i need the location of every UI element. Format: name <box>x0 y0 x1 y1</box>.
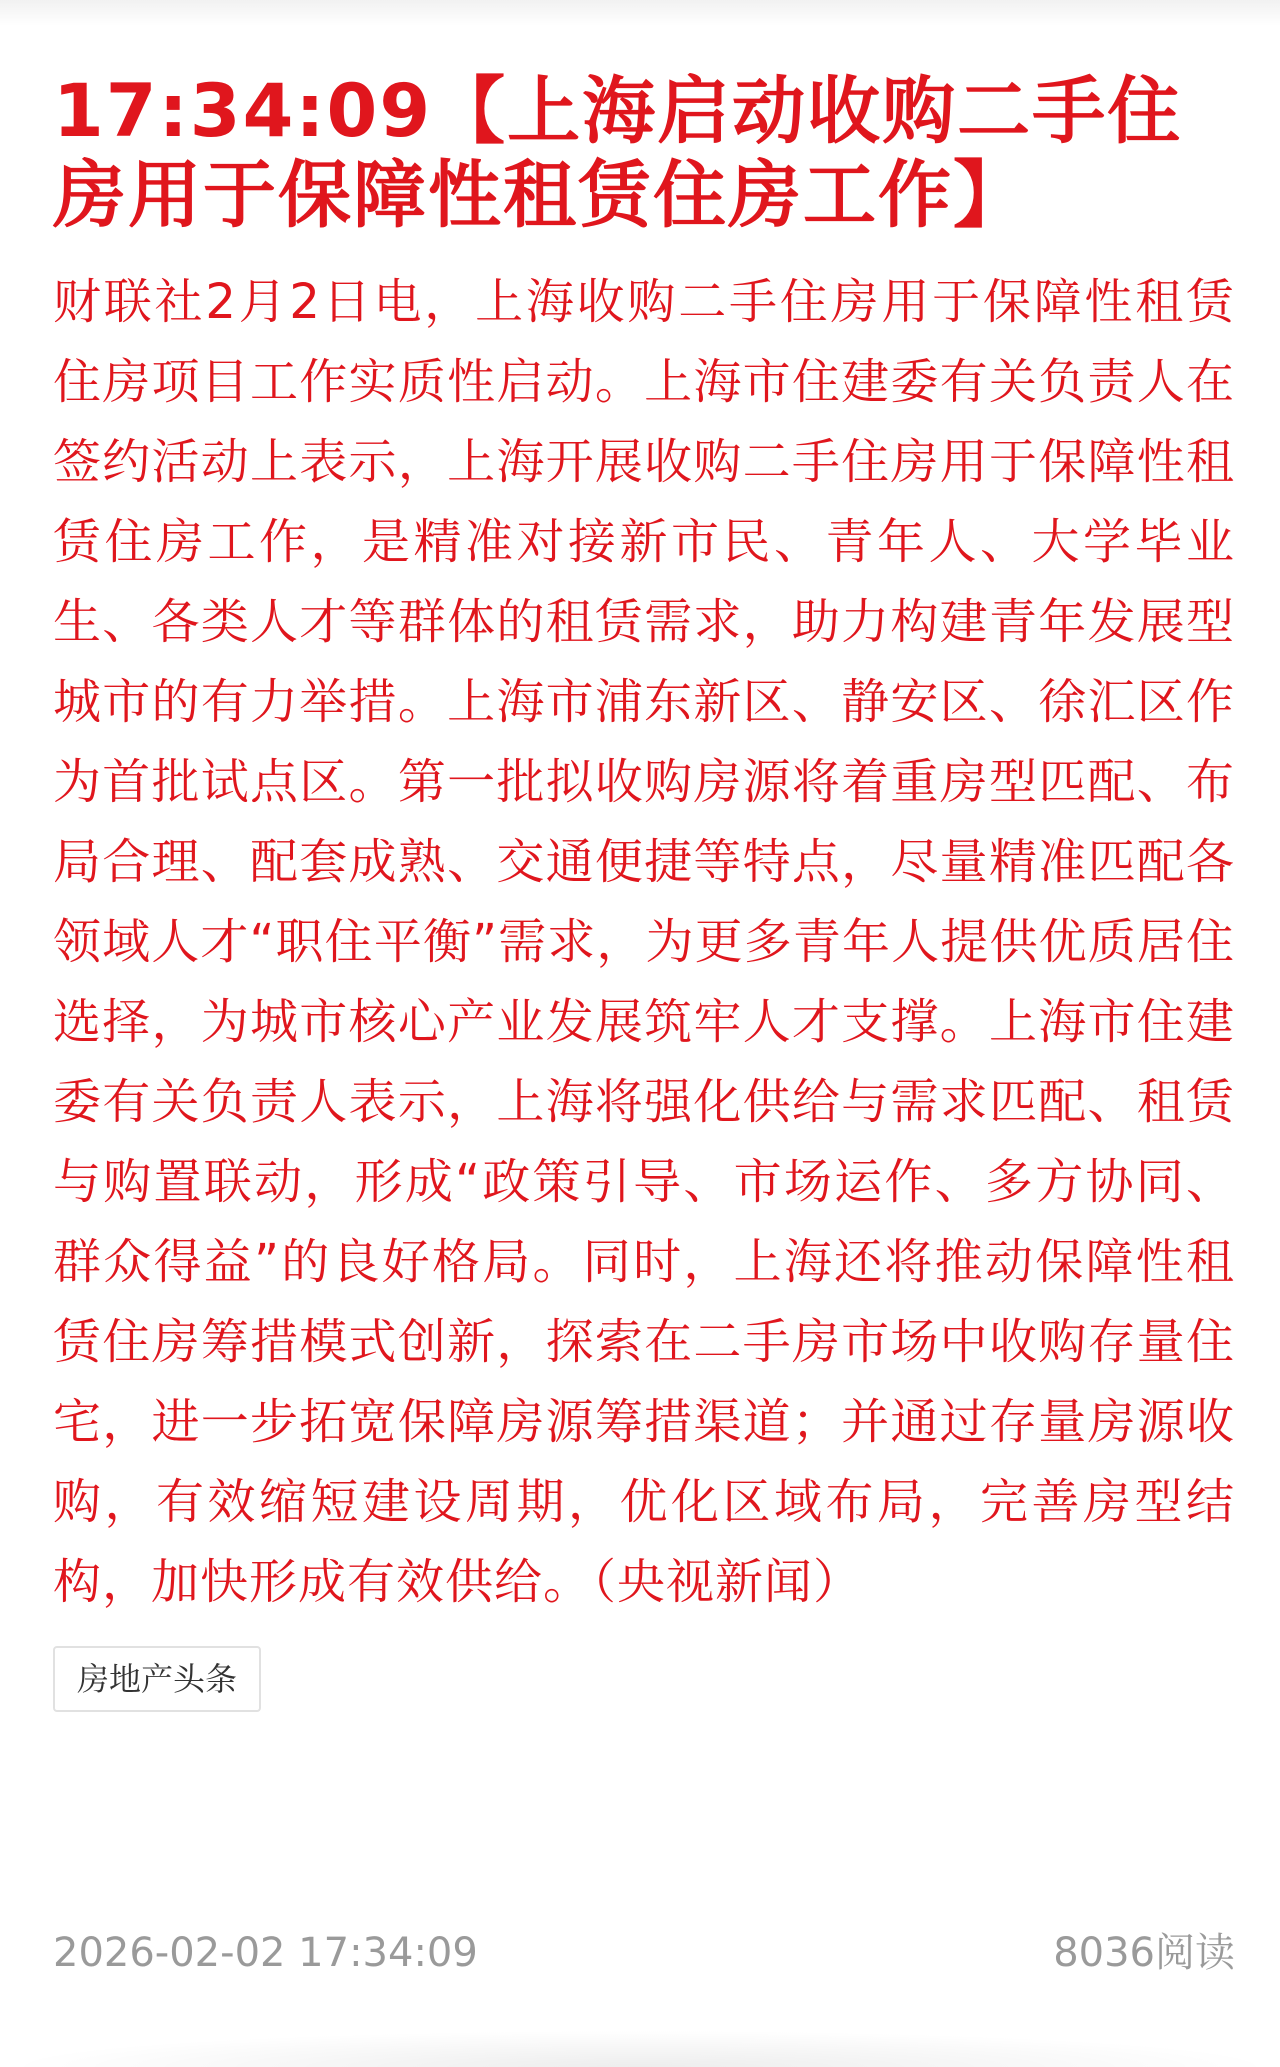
article-title: 17:34:09【上海启动收购二手住房用于保障性租赁住房工作】 <box>53 69 1183 238</box>
top-edge <box>0 0 1280 26</box>
article-meta <box>53 1928 1235 1978</box>
read-count: 8036阅读 <box>1053 1930 1235 1976</box>
topic-tag[interactable]: 房地产头条 <box>53 1646 261 1712</box>
tag-row <box>53 1646 1235 1712</box>
bottom-shadow <box>0 2030 1280 2067</box>
article-body: 财联社2月2日电，上海收购二手住房用于保障性租赁住房项目工作实质性启动。上海市住建委有关负责人在签约活动上表示，上海开展收购二手住房用于保障性租赁住房工作，是精准对接新市民、青年人、大学毕业生、各类人才等群体的租赁需求，助力构建青年发展型城市的有力举措。上海市浦东新区、静安区、徐汇区作为首批试点区。第一批拟收购房源将着重房型匹配、布局合理、配套成熟、交通便捷等特点，尽量精准匹配各领域人才“职住平衡”需求，为更多青年人提供优质居住选择，为城市核心产业发展筑牢人才支撑。上海市住建委有关负责人表示，上海将强化供给与需求匹配、租赁与购置联动，形成“政策引导、市场运作、多方协同、群众得益”的良好格局。同时，上海还将推动保障性租赁住房筹措模式创新，探索在二手房市场中收购存量住宅，进一步拓宽保障房源筹措渠道；并通过存量房源收购，有效缩短建设周期，优化区域布局，完善房型结构，加快形成有效供给。（央视新闻） <box>53 274 1235 1610</box>
publish-timestamp: 2026-02-02 17:34:09 <box>53 1930 478 1976</box>
article <box>53 70 1235 1712</box>
